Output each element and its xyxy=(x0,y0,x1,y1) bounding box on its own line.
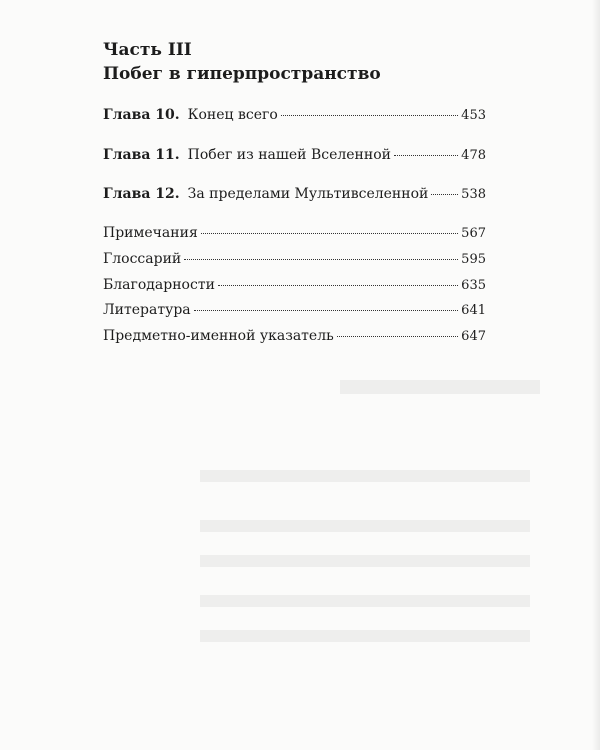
chapter-number: Глава 10. xyxy=(103,107,180,123)
entry-title: Примечания xyxy=(103,225,198,241)
dot-leader xyxy=(281,115,458,116)
chapter-number: Глава 11. xyxy=(103,147,180,163)
toc-entry-glossary[interactable] xyxy=(103,251,486,267)
entry-title: Предметно-именной указатель xyxy=(103,328,334,344)
page-spine-shadow xyxy=(592,0,600,750)
chapter-title: Конец всего xyxy=(187,107,278,123)
chapter-title: За пределами Мультивселенной xyxy=(187,186,429,202)
entry-title: Благодарности xyxy=(103,277,215,293)
dot-leader xyxy=(194,310,459,311)
chapter-number: Глава 12. xyxy=(103,186,180,202)
toc-entry-index[interactable] xyxy=(103,328,486,344)
toc-entry-notes[interactable] xyxy=(103,225,486,241)
page-number: 635 xyxy=(461,278,486,293)
page-number: 478 xyxy=(461,148,486,163)
part-title: Побег в гиперпространство xyxy=(103,64,381,84)
page-number: 641 xyxy=(461,303,486,318)
dot-leader xyxy=(394,155,458,156)
dot-leader xyxy=(201,233,458,234)
entry-title: Литература xyxy=(103,302,191,318)
part-label: Часть III xyxy=(103,40,192,60)
toc-entry-chapter-11[interactable] xyxy=(103,147,486,163)
dot-leader xyxy=(184,259,458,260)
page-number: 538 xyxy=(461,187,486,202)
page-number: 647 xyxy=(461,329,486,344)
chapter-title: Побег из нашей Вселенной xyxy=(187,147,391,163)
page-number: 453 xyxy=(461,108,486,123)
page-number: 595 xyxy=(461,252,486,267)
entry-title: Глоссарий xyxy=(103,251,182,267)
toc-entry-chapter-12[interactable] xyxy=(103,186,486,202)
dot-leader xyxy=(337,336,458,337)
toc-entry-acknowledgments[interactable] xyxy=(103,277,486,293)
part-heading xyxy=(103,38,381,86)
toc-entry-chapter-10[interactable] xyxy=(103,107,486,123)
toc-entry-bibliography[interactable] xyxy=(103,302,486,318)
dot-leader xyxy=(431,194,458,195)
page-number: 567 xyxy=(461,226,486,241)
dot-leader xyxy=(218,285,458,286)
